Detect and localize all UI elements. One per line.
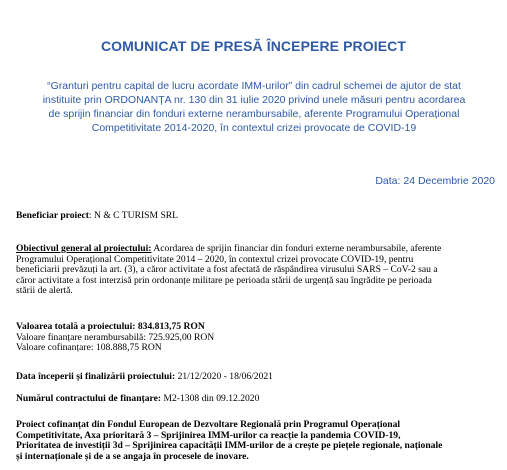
subtitle-line: instituite prin ORDONANȚA nr. 130 din 31 iulie 2020 privind unele măsuri pentru acordarea — [42, 94, 466, 106]
project-dates-label: Data începerii și finalizării proiectului: — [16, 371, 176, 382]
objective-text-line: beneficiarii prevăzuți la art. (3), a căror activitate a fost afectată de răspândirea virusului SARS – CoV-2 sau a — [16, 264, 438, 276]
objective-text-line: stării de alertă. — [16, 285, 73, 297]
footer-line: Proiect cofinanțat din Fondul European de Dezvoltare Regională prin Programul Operațional — [16, 419, 401, 430]
project-dates-section — [16, 372, 501, 383]
beneficiary-value: : N & C TURISM SRL — [88, 210, 179, 221]
footer-line: Prioritatea de investiții 3d – Sprijinirea capacității IMM-urilor de a crește pe piețele regionale, naționale — [16, 440, 443, 452]
beneficiary-label: Beneficiar proiect — [16, 210, 89, 221]
objective-text-line: Programului Operațional Competitivitate 2014 – 2020, în contextul crizei provocate COVID-19, pentru — [16, 253, 414, 265]
document-subtitle — [16, 79, 492, 135]
cofinancing-value: Valoare cofinanțare: 108.888,75 RON — [16, 342, 162, 354]
beneficiary-section — [16, 211, 501, 222]
objective-section — [16, 244, 501, 297]
footer-line: Competitivitate, Axa prioritară 3 – Sprijinirea IMM-urilor ca reacție la pandemia COVID-19, — [16, 429, 401, 441]
contract-section — [16, 394, 501, 405]
contract-value: M2-1308 din 09.12.2020 — [161, 393, 260, 404]
objective-label: Obiectivul general al proiectului: — [16, 243, 152, 254]
total-value-amount: 834.813,75 RON — [135, 321, 205, 332]
grant-value: Valoare finanțare nerambursabilă: 725.925,00 RON — [16, 331, 215, 343]
project-dates-value: 21/12/2020 - 18/06/2021 — [175, 371, 273, 382]
funding-footer — [16, 420, 501, 462]
document-title: COMUNICAT DE PRESĂ ÎNCEPERE PROIECT — [100, 38, 407, 54]
footer-line: și internaționale și de a se angaja în procesele de inovare. — [16, 450, 249, 462]
objective-text-line: Acordarea de sprijin financiar din fonduri externe nerambursabile, aferente — [151, 243, 442, 254]
subtitle-line: Competitivitate 2014-2020, în contextul crizei provocate de COVID-19 — [91, 122, 417, 134]
subtitle-line: “Granturi pentru capital de lucru acordate IMM-urilor” din cadrul schemei de ajutor de stat — [47, 80, 461, 92]
total-value-label: Valoarea totală a proiectului: — [16, 321, 136, 332]
contract-label: Numărul contractului de finanțare: — [16, 393, 162, 404]
objective-text-line: căror activitate a fost interzisă prin ordonanțe militare pe perioada stării de urgență sau îngrădite pe perioada — [16, 274, 432, 286]
release-date: Data: 24 Decembrie 2020 — [375, 175, 495, 187]
project-values-section — [16, 322, 501, 354]
subtitle-line: de sprijin financiar din fonduri externe nerambursabile, aferente Programului Operațional — [48, 108, 460, 120]
